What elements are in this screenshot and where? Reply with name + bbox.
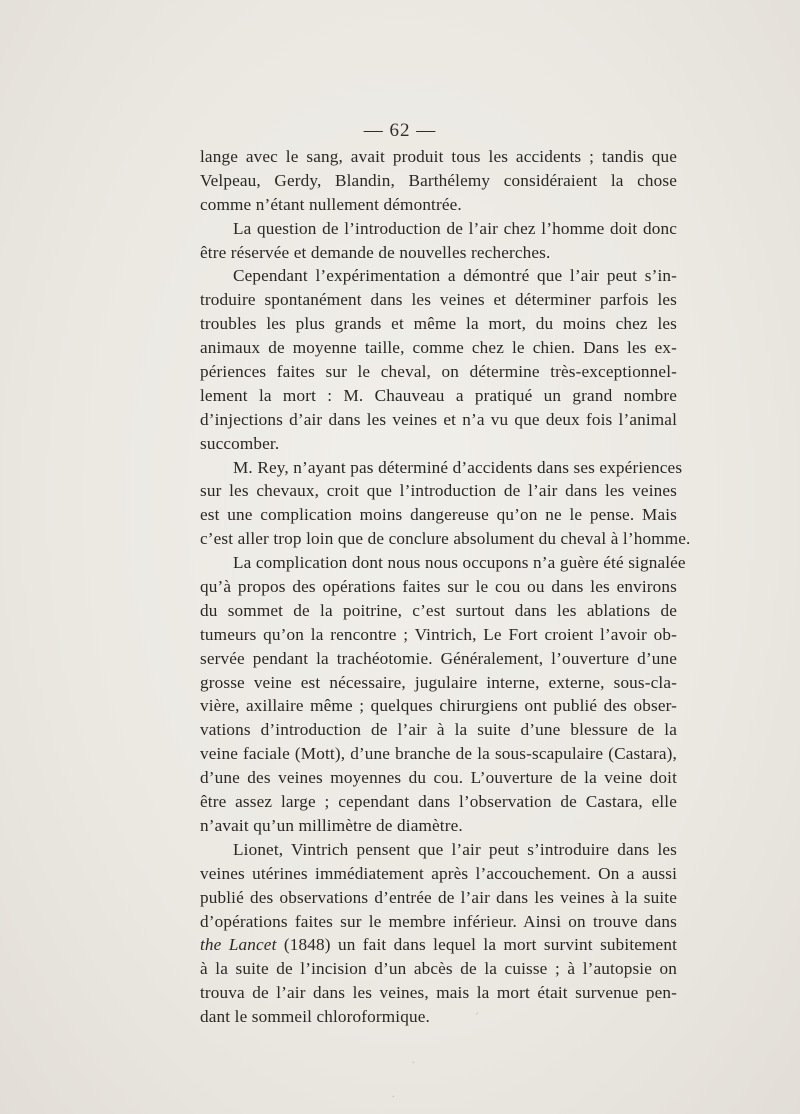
text-line: Lionet, Vintrich pensent que l’air peut s’introduire dans les bbox=[233, 839, 677, 859]
text-line: La complication dont nous nous occupons n’a guère été signalée bbox=[233, 553, 686, 573]
text-line: être assez large ; cependant dans l’observation de Castara, elle bbox=[200, 792, 677, 812]
text-line: Velpeau, Gerdy, Blandin, Barthélemy considéraient la chose bbox=[200, 170, 677, 190]
text-line: troubles les plus grands et même la mort, du moins chez les bbox=[200, 314, 677, 334]
text-line: animaux de moyenne taille, comme chez le chien. Dans les ex- bbox=[200, 338, 677, 358]
text-line: trouva de l’air dans les veines, mais la mort était survenue pen- bbox=[200, 983, 677, 1003]
text-line: sur les chevaux, croit que l’introduction de l’air dans les veines bbox=[200, 481, 677, 501]
text-line: est une complication moins dangereuse qu’on ne le pense. Mais bbox=[200, 505, 677, 525]
text-line: qu’à propos des opérations faites sur le cou ou dans les environs bbox=[200, 577, 677, 597]
text-line: c’est aller trop loin que de conclure absolument du cheval à l’homme. bbox=[200, 529, 691, 549]
bleed-through-mark: . bbox=[412, 1052, 415, 1066]
text-line: the Lancet (1848) un fait dans lequel la mort survint subitement bbox=[200, 935, 677, 955]
text-line: périences faites sur le cheval, on détermine très-exceptionnel- bbox=[200, 362, 677, 382]
text-line: Cependant l’expérimentation a démontré que l’air peut s’in- bbox=[233, 266, 677, 286]
text-line: lement la mort : M. Chauveau a pratiqué un grand nombre bbox=[200, 385, 677, 405]
text-line: servée pendant la trachéotomie. Généralement, l’ouverture d’une bbox=[200, 648, 677, 668]
text-line: troduire spontanément dans les veines et déterminer parfois les bbox=[200, 290, 677, 310]
bleed-through-mark: ˊ bbox=[475, 1010, 479, 1024]
text-line: tumeurs qu’on la rencontre ; Vintrich, Le Fort croient l’avoir ob- bbox=[200, 624, 677, 644]
text-line: dant le sommeil chloroformique. bbox=[200, 1007, 430, 1027]
text-line: d’injections d’air dans les veines et n’a vu que deux fois l’animal bbox=[200, 409, 677, 429]
text-line: grosse veine est nécessaire, jugulaire interne, externe, sous-cla- bbox=[200, 672, 677, 692]
text-line: lange avec le sang, avait produit tous les accidents ; tandis que bbox=[200, 147, 677, 166]
text-line: être réservée et demande de nouvelles recherches. bbox=[200, 242, 551, 262]
text-line: veine faciale (Mott), d’une branche de la sous-scapulaire (Castara), bbox=[200, 744, 677, 764]
text-line: n’avait qu’un millimètre de diamètre. bbox=[200, 815, 463, 835]
text-line: d’une des veines moyennes du cou. L’ouverture de la veine doit bbox=[200, 768, 677, 788]
text-line: à la suite de l’incision d’un abcès de la cuisse ; à l’autopsie on bbox=[200, 959, 677, 979]
text-line: du sommet de la poitrine, c’est surtout dans les ablations de bbox=[200, 600, 677, 620]
page-number: — 62 — bbox=[363, 120, 437, 141]
text-line: publié des observations d’entrée de l’air dans les veines à la suite bbox=[200, 887, 677, 907]
body-text bbox=[200, 145, 691, 1029]
text-line: vations d’introduction de l’air à la suite d’une blessure de la bbox=[200, 720, 677, 740]
text-line: veines utérines immédiatement après l’accouchement. On a aussi bbox=[200, 863, 677, 883]
text-line: d’opérations faites sur le membre inférieur. Ainsi on trouve dans bbox=[200, 911, 677, 931]
text-line: comme n’étant nullement démontrée. bbox=[200, 194, 462, 214]
text-line: La question de l’introduction de l’air chez l’homme doit donc bbox=[233, 218, 677, 238]
bleed-through-mark: . bbox=[392, 1086, 395, 1100]
text-line: vière, axillaire même ; quelques chirurgiens ont publié des obser- bbox=[200, 696, 677, 716]
text-line: succomber. bbox=[200, 433, 280, 453]
text-line: M. Rey, n’ayant pas déterminé d’accidents dans ses expériences bbox=[233, 457, 683, 477]
